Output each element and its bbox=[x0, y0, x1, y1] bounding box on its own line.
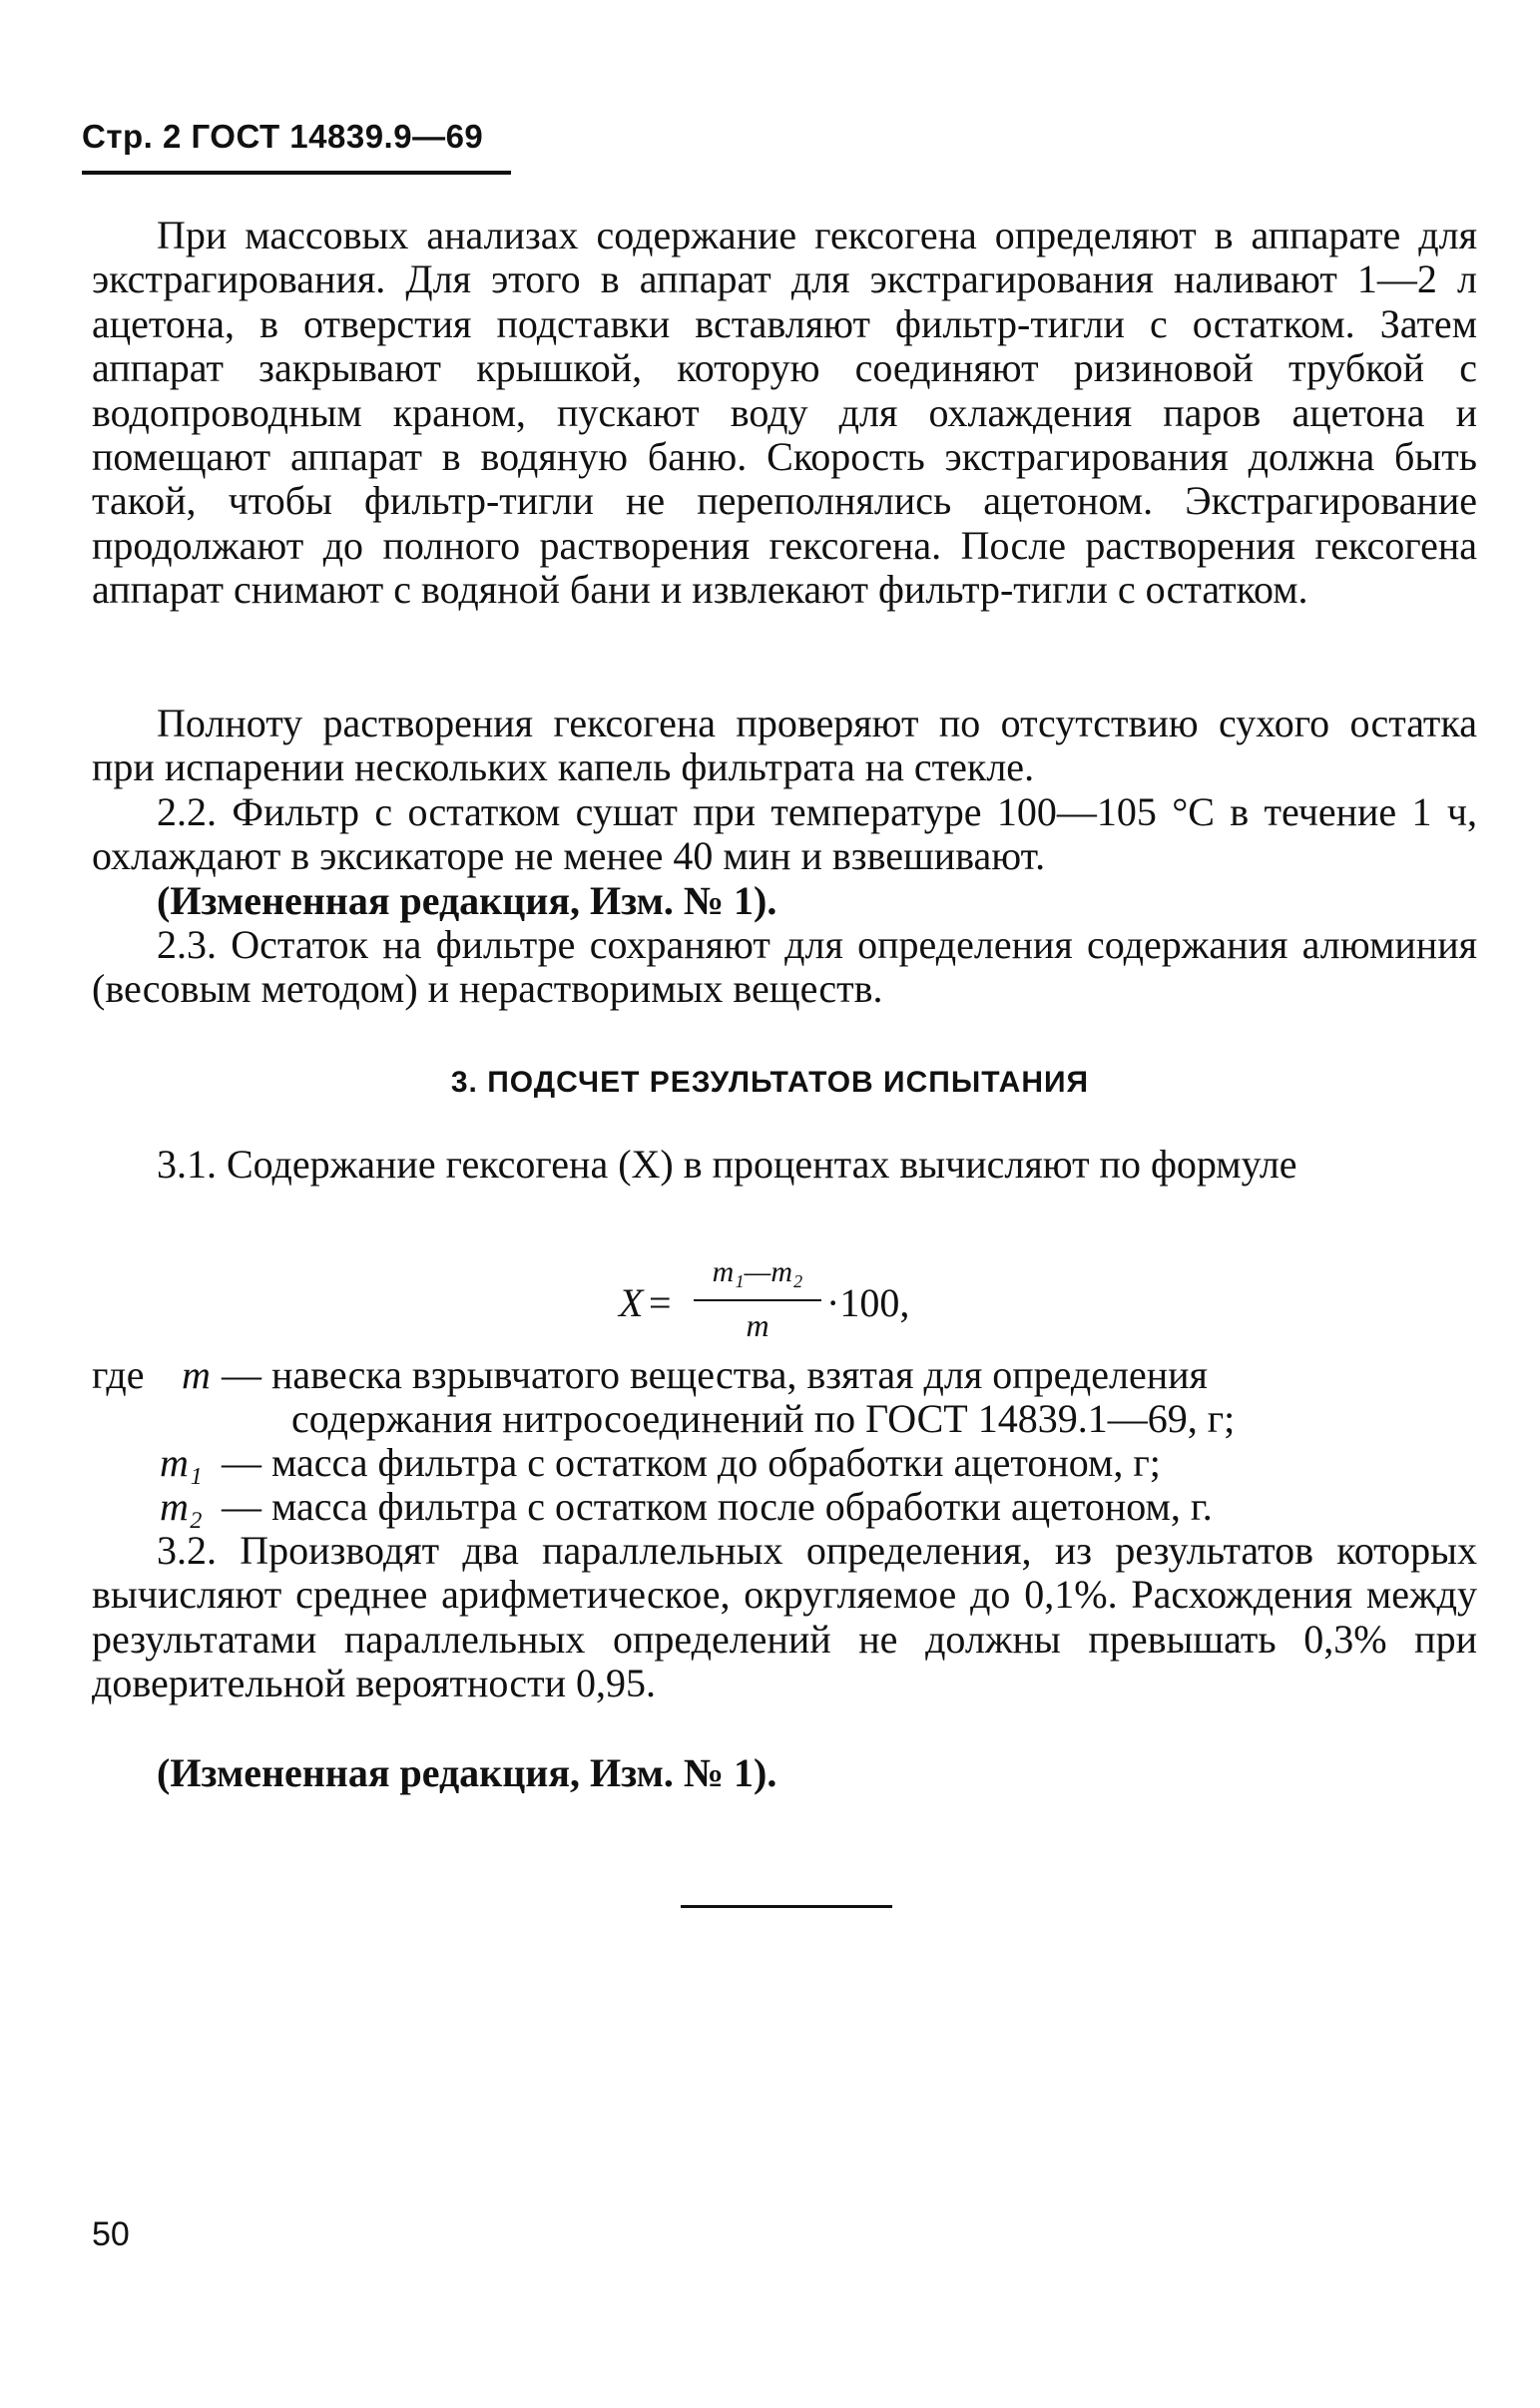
definition-m1-text: — масса фильтра с остатком до обработки ацетоном, г; bbox=[222, 1440, 1161, 1485]
header-rule bbox=[82, 171, 511, 175]
definition-m2-text: — масса фильтра с остатком после обработки ацетоном, г. bbox=[222, 1484, 1213, 1529]
paragraph-2-3: 2.3. Остаток на фильтре сохраняют для определения содержания алюминия (весовым методом) и нерастворимых веществ. bbox=[92, 922, 1477, 1012]
page-number: 50 bbox=[92, 2215, 130, 2253]
definition-m-text-cont: содержания нитросоединений по ГОСТ 14839.1—69, г; bbox=[291, 1396, 1236, 1441]
definition-m-text: — навеска взрывчатого вещества, взятая для определения bbox=[222, 1352, 1208, 1397]
formula-equals: = bbox=[649, 1280, 672, 1325]
paragraph-2-2: 2.2. Фильтр с остатком сушат при температуре 100—105 °С в течение 1 ч, охлаждают в эксикаторе не менее 40 мин и взвешивают. bbox=[92, 789, 1477, 879]
formula-denominator: m bbox=[746, 1307, 770, 1343]
formula-fraction-bar bbox=[694, 1299, 821, 1301]
formula-multiplier: ·100, bbox=[826, 1280, 910, 1325]
paragraph-completeness: Полноту растворения гексогена проверяют по отсутствию сухого остатка при испарении нескольких капель фильтрата на стекле. bbox=[92, 701, 1477, 790]
end-rule bbox=[681, 1905, 892, 1908]
definition-m1-var: m₁ bbox=[160, 1440, 203, 1485]
amendment-note-1: (Измененная редакция, Изм. № 1). bbox=[157, 878, 777, 923]
formula-fraction bbox=[694, 1255, 821, 1355]
formula-lhs: X bbox=[619, 1280, 644, 1325]
section-3-title: 3. ПОДСЧЕТ РЕЗУЛЬТАТОВ ИСПЫТАНИЯ bbox=[450, 1066, 1090, 1099]
formula bbox=[619, 1255, 1018, 1345]
amendment-note-2: (Измененная редакция, Изм. № 1). bbox=[157, 1750, 777, 1795]
paragraph-3-2: 3.2. Производят два параллельных определения, из результатов которых вычисляют среднее арифметическое, округляемое до 0,1%. Расхождения между результатами параллельных определений не должны превышать 0,3% при доверительной вероятности 0,95. bbox=[92, 1528, 1477, 1706]
definition-m-var: m bbox=[182, 1352, 211, 1397]
paragraph-3-1: 3.1. Содержание гексогена (X) в процентах вычисляют по формуле bbox=[157, 1142, 1297, 1187]
paragraph-mass-analysis: При массовых анализах содержание гексогена определяют в аппарате для экстрагирования. Для этого в аппарат для экстрагирования наливают 1—2 л ацетона, в отверстия подставки вставляют фильтр-тигли с остатком. Затем аппарат закрывают крышкой, которую соединяют ризиновой трубкой с водопроводным краном, пускают воду для охлаждения паров ацетона и помещают аппарат в водяную баню. Скорость экстрагирования должна быть такой, чтобы фильтр-тигли не переполнялись ацетоном. Экстрагирование продолжают до полного растворения гексогена. После растворения гексогена аппарат снимают с водяной бани и извлекают фильтр-тигли с остатком. bbox=[92, 213, 1477, 613]
running-head: Стр. 2 ГОСТ 14839.9—69 bbox=[82, 118, 484, 155]
definition-m2-var: m₂ bbox=[160, 1484, 203, 1529]
formula-numerator: m₁—m₂ bbox=[712, 1255, 803, 1288]
definition-where: где bbox=[92, 1352, 145, 1397]
